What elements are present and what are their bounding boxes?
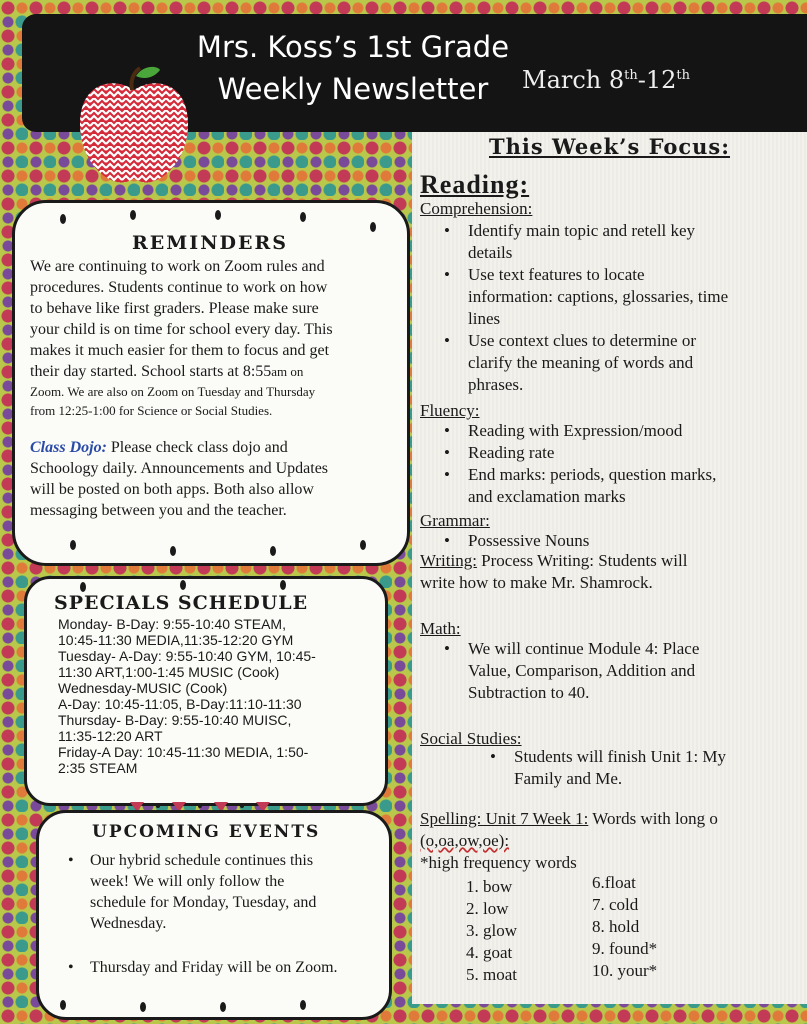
social-studies-item: • Students will finish Unit 1: My Family and Me. (514, 746, 726, 790)
upcoming-item-2: • Thursday and Friday will be on Zoom. (68, 959, 338, 976)
focus-header: This Week’s Focus: (489, 134, 730, 159)
list-item: 5. moat (466, 965, 517, 984)
high-frequency-note: *high frequency words (420, 853, 577, 872)
list-item: 4. goat (466, 943, 513, 962)
list-item: 6.float (592, 873, 636, 892)
title-line-1: Mrs. Koss’s 1st Grade (196, 30, 510, 64)
upcoming-item-1: • Our hybrid schedule continues this week! We will only follow the schedule for Monday, Tuesday, and Wednesday. (68, 852, 317, 932)
weekly-focus-column (412, 132, 807, 1004)
spelling-words-right (592, 872, 657, 982)
week-dates: March 8th-12th (522, 66, 691, 94)
comprehension-item-1: • Identify main topic and retell key details (468, 220, 695, 264)
comprehension-heading: Comprehension: (420, 199, 533, 218)
social-studies-heading: Social Studies: (420, 729, 522, 748)
fluency-item-3: • End marks: periods, question marks, and exclamation marks (468, 464, 716, 508)
math-heading: Math: (420, 619, 461, 638)
upcoming-events-title: UPCOMING EVENTS (92, 822, 321, 842)
title-line-2: Weekly Newsletter (217, 72, 489, 106)
specials-title: SPECIALS SCHEDULE (54, 592, 309, 614)
grammar-heading: Grammar: (420, 511, 490, 530)
fluency-item-1: • Reading with Expression/mood (468, 420, 682, 442)
reading-heading: Reading: (420, 170, 530, 199)
reminders-title: REMINDERS (132, 232, 289, 254)
spelling-patterns: (o,oa,ow,oe): (420, 831, 510, 850)
apple-icon (74, 62, 194, 192)
writing-text-line-2: write how to make Mr. Shamrock. (420, 573, 653, 592)
list-item: 10. your* (592, 961, 658, 980)
class-dojo-paragraph: Class Dojo: Please check class dojo and Schoology daily. Announcements and Updates will be posted on both apps. Both also allow messaging between you and the teacher. (30, 439, 329, 519)
newsletter-title (188, 26, 518, 110)
math-item: • We will continue Module 4: Place Value, Comparison, Addition and Subtraction to 40. (468, 638, 699, 704)
class-dojo-label: Class Dojo: (30, 439, 107, 456)
reminders-paragraph: We are continuing to work on Zoom rules and procedures. Students continue to work on how to behave like first graders. Please make sure your child is on time for school every day. This makes it much easier for them to focus and get their day started. School starts at 8:55am on Zoom. We are also on Zoom on Tuesday and Thursday from 12:25-1:00 for Science or Social Studies. (30, 258, 333, 418)
spelling-text: Spelling: Unit 7 Week 1: Words with long o (420, 809, 718, 828)
list-item: 2. low (466, 899, 509, 918)
list-item: 3. glow (466, 921, 517, 940)
specials-schedule: Monday- B-Day: 9:55-10:40 STEAM, 10:45-11:30 MEDIA,11:35-12:20 GYM Tuesday- A-Day: 9:55-10:40 GYM, 10:45- 11:30 ART,1:00-1:45 MUSIC (Cook) Wednesday-MUSIC (Cook) A-Day: 10:45-11:05, B-Day:11:10-11:30 Thursday- B-Day: 9:55-10:40 MUISC, 11:35-12:20 ART Friday-A Day: 10:45-11:30 MEDIA, 1:50- 2:35 STEAM (58, 616, 316, 776)
comprehension-item-3: • Use context clues to determine or clarify the meaning of words and phrases. (468, 330, 696, 396)
list-item: 9. found* (592, 939, 658, 958)
writing-text: Writing: Process Writing: Students will (420, 551, 688, 570)
list-item: 7. cold (592, 895, 639, 914)
list-item: 1. bow (466, 877, 513, 896)
list-item: 8. hold (592, 917, 640, 936)
spelling-words-left (466, 876, 517, 986)
comprehension-item-2: • Use text features to locate information: captions, glossaries, time lines (468, 264, 728, 330)
fluency-item-2: • Reading rate (468, 442, 554, 464)
fluency-heading: Fluency: (420, 401, 480, 420)
grammar-item: • Possessive Nouns (468, 530, 589, 552)
